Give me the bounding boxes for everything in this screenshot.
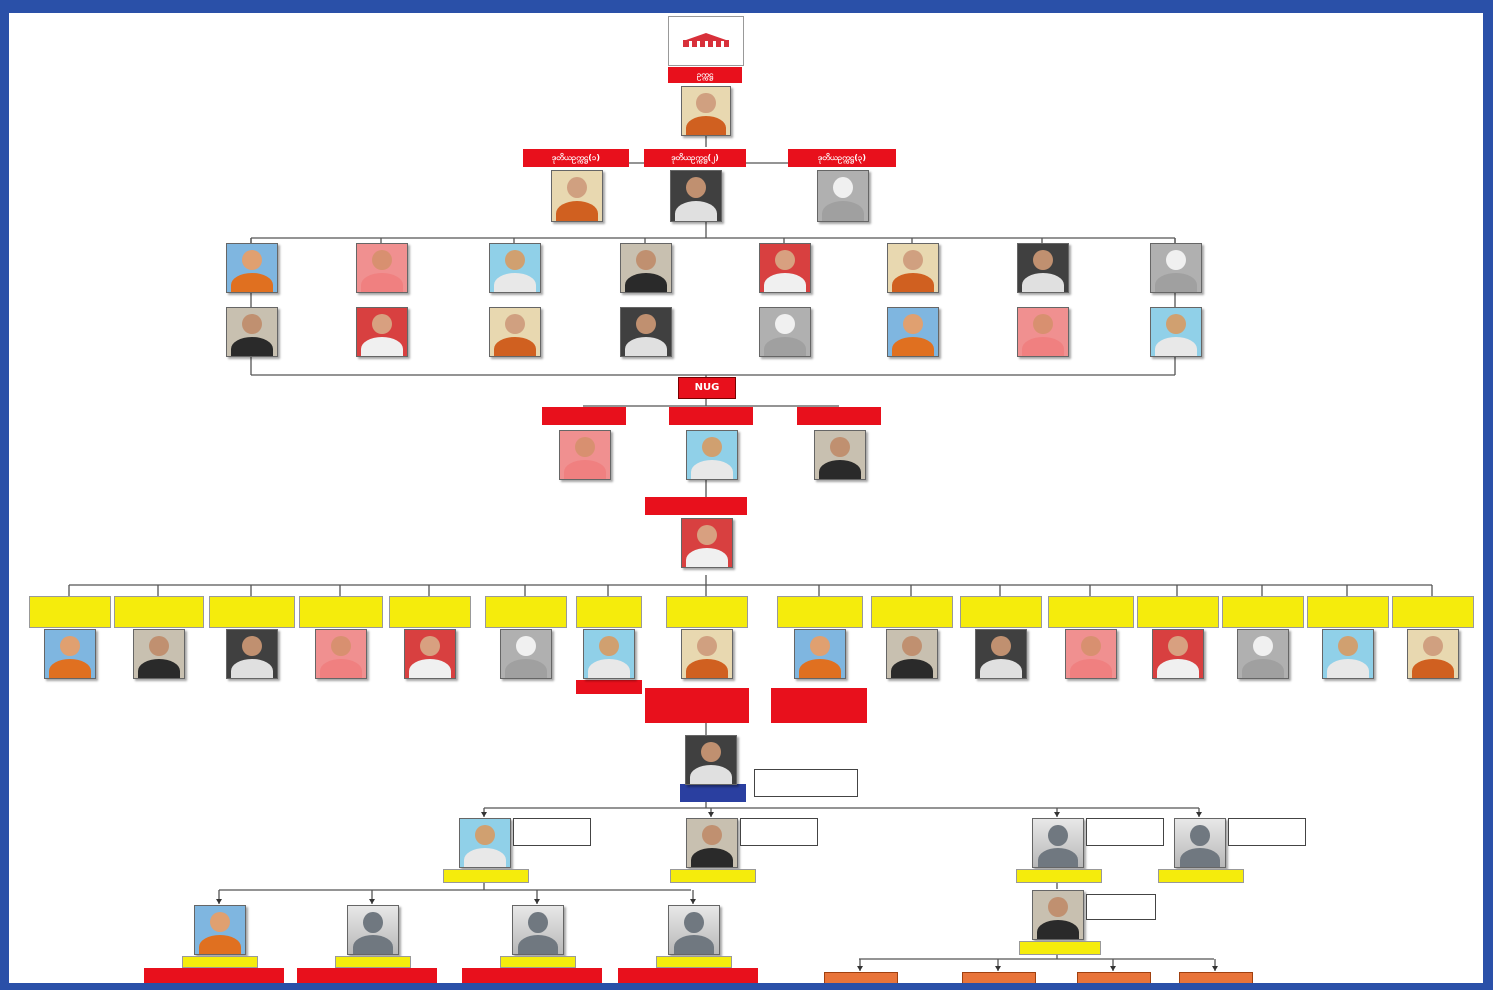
unit-box <box>618 968 758 983</box>
portrait-face <box>636 250 656 270</box>
silhouette-head <box>528 912 548 934</box>
arrowhead <box>708 812 714 817</box>
portrait-face <box>1048 897 1068 917</box>
portrait-face <box>1166 314 1186 334</box>
portrait-face <box>636 314 656 334</box>
subcommander-note <box>1086 894 1156 920</box>
portrait-face <box>775 314 795 334</box>
pm-photo <box>681 518 733 568</box>
portrait-face <box>697 525 717 545</box>
ministry-title <box>1137 596 1219 628</box>
commander-photo <box>459 818 511 868</box>
portrait-face <box>1033 250 1053 270</box>
subcommander-photo <box>1032 890 1084 940</box>
unit-leader-photo <box>512 905 564 955</box>
portrait-clothing <box>1155 273 1197 293</box>
minister-photo <box>583 629 635 679</box>
portrait-face <box>60 636 80 656</box>
portrait-clothing <box>49 659 91 679</box>
portrait-clothing <box>799 659 841 679</box>
portrait-face <box>810 636 830 656</box>
portrait-face <box>1081 636 1101 656</box>
ministry-title <box>485 596 567 628</box>
portrait-clothing <box>505 659 547 679</box>
leader-label <box>680 784 746 802</box>
portrait-face <box>1033 314 1053 334</box>
portrait-face <box>833 177 853 198</box>
member-photo <box>1017 243 1069 293</box>
silhouette-head <box>1190 825 1210 847</box>
ministry-tag <box>576 680 642 694</box>
portrait-clothing <box>199 935 241 955</box>
portrait-clothing <box>691 460 733 480</box>
ministry-title <box>1048 596 1134 628</box>
portrait-face <box>830 437 850 457</box>
ministry-title <box>1392 596 1474 628</box>
org-chart-canvas <box>9 13 1483 983</box>
portrait-clothing <box>231 337 273 357</box>
silhouette-head <box>363 912 383 934</box>
minister-photo <box>133 629 185 679</box>
nug-post-photo <box>686 430 738 480</box>
portrait-face <box>516 636 536 656</box>
unit-leader-photo <box>668 905 720 955</box>
member-photo <box>226 307 278 357</box>
portrait-clothing <box>556 201 598 222</box>
unit-box-orange <box>1077 972 1151 983</box>
portrait-face <box>696 93 715 113</box>
portrait-clothing <box>892 337 934 357</box>
portrait-clothing <box>764 337 806 357</box>
commander-label <box>670 869 756 883</box>
portrait-clothing <box>891 659 933 679</box>
portrait-clothing <box>675 201 717 222</box>
deputy-photo <box>670 170 722 222</box>
minister-photo <box>1407 629 1459 679</box>
portrait-face <box>475 825 495 845</box>
portrait-face <box>903 250 923 270</box>
minister-photo <box>1322 629 1374 679</box>
portrait-clothing <box>1022 337 1064 357</box>
portrait-face <box>149 636 169 656</box>
unit-box-orange <box>824 972 898 983</box>
ministry-title <box>1222 596 1304 628</box>
portrait-face <box>1423 636 1443 656</box>
portrait-face <box>702 825 722 845</box>
portrait-clothing <box>138 659 180 679</box>
arrowhead <box>481 812 487 817</box>
unit-leader-photo <box>194 905 246 955</box>
portrait-face <box>242 314 262 334</box>
portrait-face <box>1253 636 1273 656</box>
minister-photo <box>886 629 938 679</box>
ministry-title <box>871 596 953 628</box>
member-photo <box>1017 307 1069 357</box>
portrait-clothing <box>822 201 864 222</box>
portrait-face <box>1168 636 1188 656</box>
portrait-clothing <box>1327 659 1369 679</box>
ministry-title <box>299 596 383 628</box>
member-photo <box>356 307 408 357</box>
unit-leader-label <box>656 956 732 968</box>
chair-title: ဥက္ကဋ္ဌ <box>668 67 742 83</box>
ministry-title <box>114 596 204 628</box>
portrait-clothing <box>588 659 630 679</box>
portrait-clothing <box>980 659 1022 679</box>
portrait-face <box>702 437 722 457</box>
portrait-clothing <box>625 337 667 357</box>
portrait-face <box>242 250 262 270</box>
member-photo <box>759 307 811 357</box>
arrowhead <box>534 899 540 904</box>
portrait-face <box>420 636 440 656</box>
command-box-left <box>645 688 749 723</box>
portrait-face <box>505 314 525 334</box>
minister-photo <box>1065 629 1117 679</box>
portrait-face <box>701 742 721 762</box>
minister-photo <box>1237 629 1289 679</box>
portrait-clothing <box>1037 920 1079 940</box>
seal-logo-icon <box>668 16 744 66</box>
arrowhead <box>1212 966 1218 971</box>
portrait-face <box>372 314 392 334</box>
silhouette-body <box>353 935 393 955</box>
minister-photo <box>500 629 552 679</box>
member-photo <box>226 243 278 293</box>
portrait-face <box>775 250 795 270</box>
commander-photo <box>686 818 738 868</box>
portrait-clothing <box>691 848 733 868</box>
unit-leader-label <box>500 956 576 968</box>
nug-post-photo <box>814 430 866 480</box>
minister-photo <box>1152 629 1204 679</box>
member-photo <box>887 307 939 357</box>
commander-label <box>1016 869 1102 883</box>
minister-photo <box>681 629 733 679</box>
leader-photo <box>685 735 737 785</box>
arrowhead <box>1054 812 1060 817</box>
building-icon <box>681 32 731 48</box>
nug-title: NUG <box>678 377 736 399</box>
portrait-face <box>575 437 595 457</box>
portrait-clothing <box>320 659 362 679</box>
commander-note <box>740 818 818 846</box>
arrowhead <box>1196 812 1202 817</box>
ministry-title <box>960 596 1042 628</box>
pm-title <box>645 497 747 515</box>
portrait-face <box>242 636 262 656</box>
minister-photo <box>794 629 846 679</box>
portrait-face <box>599 636 619 656</box>
silhouette-body <box>1180 848 1220 868</box>
arrowhead <box>857 966 863 971</box>
ministry-title <box>576 596 642 628</box>
portrait-clothing <box>494 337 536 357</box>
portrait-clothing <box>1157 659 1199 679</box>
minister-photo <box>315 629 367 679</box>
member-photo <box>356 243 408 293</box>
portrait-face <box>1166 250 1186 270</box>
member-photo <box>489 243 541 293</box>
nug-post-title <box>542 407 626 425</box>
portrait-face <box>697 636 717 656</box>
commander-note <box>513 818 591 846</box>
member-photo <box>620 307 672 357</box>
portrait-clothing <box>464 848 506 868</box>
member-photo <box>759 243 811 293</box>
portrait-clothing <box>231 659 273 679</box>
ministry-title <box>389 596 471 628</box>
member-photo <box>887 243 939 293</box>
silhouette-body <box>1038 848 1078 868</box>
portrait-face <box>991 636 1011 656</box>
minister-photo <box>404 629 456 679</box>
unit-leader-photo <box>347 905 399 955</box>
portrait-clothing <box>686 548 728 568</box>
deputy-photo <box>551 170 603 222</box>
commander-photo <box>1174 818 1226 868</box>
commander-note <box>1228 818 1306 846</box>
unit-box <box>297 968 437 983</box>
silhouette-body <box>518 935 558 955</box>
ministry-title <box>29 596 111 628</box>
leader-note <box>754 769 858 797</box>
portrait-clothing <box>361 337 403 357</box>
subcommander-label <box>1019 941 1101 955</box>
portrait-clothing <box>819 460 861 480</box>
deputy-title: ဒုတိယဥက္ကဋ္ဌ(၃) <box>788 149 896 167</box>
silhouette-body <box>674 935 714 955</box>
portrait-clothing <box>686 116 726 136</box>
member-photo <box>489 307 541 357</box>
arrowhead <box>1110 966 1116 971</box>
portrait-face <box>686 177 706 198</box>
portrait-clothing <box>686 659 728 679</box>
arrowhead <box>995 966 1001 971</box>
member-photo <box>620 243 672 293</box>
arrowhead <box>216 899 222 904</box>
portrait-clothing <box>231 273 273 293</box>
portrait-face <box>1338 636 1358 656</box>
nug-post-title <box>669 407 753 425</box>
portrait-clothing <box>764 273 806 293</box>
command-box-right <box>771 688 867 723</box>
unit-box-orange <box>1179 972 1253 983</box>
minister-photo <box>226 629 278 679</box>
portrait-clothing <box>361 273 403 293</box>
unit-leader-label <box>182 956 258 968</box>
portrait-clothing <box>494 273 536 293</box>
portrait-clothing <box>690 765 732 785</box>
portrait-face <box>903 314 923 334</box>
portrait-clothing <box>564 460 606 480</box>
commander-note <box>1086 818 1164 846</box>
member-photo <box>1150 243 1202 293</box>
portrait-clothing <box>1070 659 1112 679</box>
deputy-title: ဒုတိယဥက္ကဋ္ဌ(၁) <box>523 149 629 167</box>
minister-photo <box>975 629 1027 679</box>
portrait-face <box>505 250 525 270</box>
unit-box <box>462 968 602 983</box>
commander-label <box>443 869 529 883</box>
chair-photo <box>681 86 731 136</box>
portrait-face <box>210 912 230 932</box>
member-photo <box>1150 307 1202 357</box>
portrait-clothing <box>1155 337 1197 357</box>
portrait-clothing <box>1412 659 1454 679</box>
nug-post-photo <box>559 430 611 480</box>
arrowhead <box>690 899 696 904</box>
unit-box-orange <box>962 972 1036 983</box>
deputy-title: ဒုတိယဥက္ကဋ္ဌ(၂) <box>644 149 746 167</box>
deputy-photo <box>817 170 869 222</box>
ministry-title <box>209 596 295 628</box>
portrait-face <box>372 250 392 270</box>
portrait-clothing <box>409 659 451 679</box>
unit-box <box>144 968 284 983</box>
silhouette-head <box>1048 825 1068 847</box>
nug-post-title <box>797 407 881 425</box>
portrait-face <box>902 636 922 656</box>
ministry-title <box>666 596 748 628</box>
portrait-clothing <box>1242 659 1284 679</box>
minister-photo <box>44 629 96 679</box>
portrait-face <box>567 177 587 198</box>
silhouette-head <box>684 912 704 934</box>
portrait-clothing <box>892 273 934 293</box>
commander-label <box>1158 869 1244 883</box>
arrowhead <box>369 899 375 904</box>
portrait-clothing <box>1022 273 1064 293</box>
portrait-face <box>331 636 351 656</box>
ministry-title <box>1307 596 1389 628</box>
commander-photo <box>1032 818 1084 868</box>
unit-leader-label <box>335 956 411 968</box>
ministry-title <box>777 596 863 628</box>
portrait-clothing <box>625 273 667 293</box>
